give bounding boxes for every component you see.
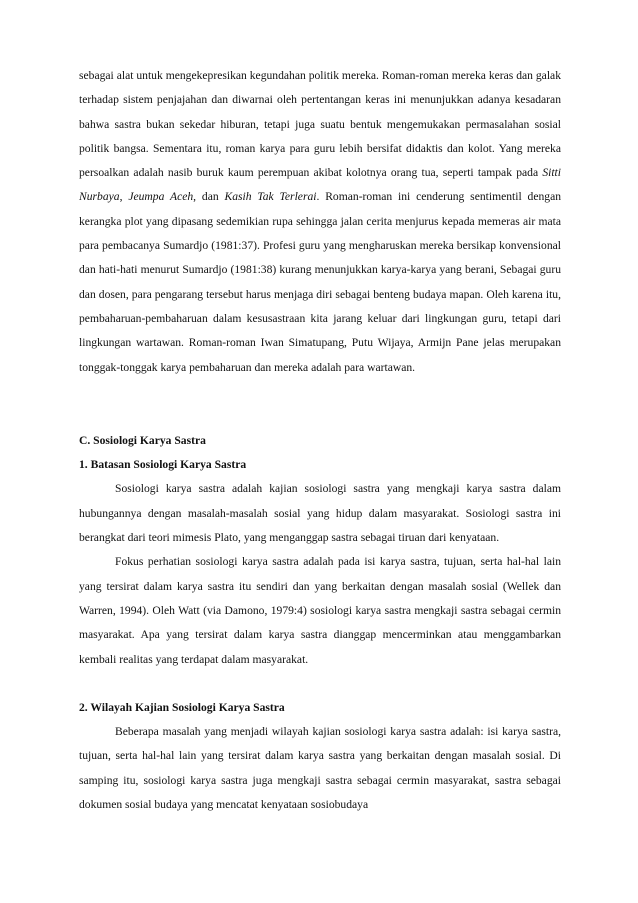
paragraph-text: ,: [119, 190, 129, 204]
subsection-spacer: [79, 672, 561, 696]
section-spacer: [79, 380, 561, 429]
page-body: [79, 64, 561, 817]
paragraph-definition: Sosiologi karya sastra adalah kajian sosiologi sastra yang mengkaji karya sastra dalam hubungannya dengan masalah-masalah sosial yang hidup dalam masyarakat. Sosiologi sastra ini berangkat dari teori mimesis Plato, yang menganggap sastra sebagai tiruan dari kenyataan.: [79, 482, 561, 545]
book-title-kasih-tak-terlerai: Kasih Tak Terlerai: [224, 190, 317, 204]
paragraph-text: . Roman-roman ini cenderung sentimentil dengan kerangka plot yang dipasang sedemikian rupa sehingga jalan cerita menjurus kepada memeras air mata para pembacanya Sumardjo (1981:37). Profesi guru yang mengharuskan mereka bersikap konvensional dan hati-hati menurut Sumardjo (1981:38) kurang menunjukkan karya-karya yang berani, Sebagai guru dan dosen, para pengarang tersebut harus menjaga diri sebagai benteng budaya mapan. Oleh karena itu, pembaharuan-pembaharuan dalam kesusastraan kita jarang keluar dari lingkungan guru, tetapi dari lingkungan wartawan. Roman-roman Iwan Simatupang, Putu Wijaya, Armijn Pane jelas merupakan tonggak-tonggak karya pembaharuan dan mereka adalah para wartawan.: [79, 190, 562, 374]
paragraph-focus: Fokus perhatian sosiologi karya sastra adalah pada isi karya sastra, tujuan, serta hal-hal lain yang tersirat dalam karya sastra itu sendiri dan yang berkaitan dengan masalah sosial (Wellek dan Warren, 1994). Oleh Watt (via Damono, 1979:4) sosiologi karya sastra mengkaji sastra sebagai cermin masyarakat. Apa yang tersirat dalam karya sastra dianggap mencerminkan atau menggambarkan kembali realitas yang terdapat dalam masyarakat.: [79, 555, 561, 666]
paragraph-text: , dan: [193, 190, 225, 204]
subsection-number: 2: [79, 700, 85, 714]
subsection-heading-2: [79, 696, 561, 720]
book-title-jeumpa-aceh: Jeumpa Aceh: [128, 190, 194, 204]
subsection-title: . Wilayah Kajian Sosiologi Karya Sastra: [84, 700, 285, 714]
subsection-heading-1: 1. Batasan Sosiologi Karya Sastra: [79, 458, 247, 472]
paragraph-roman-history: [79, 64, 561, 380]
paragraph-text: sebagai alat untuk mengekepresikan kegundahan politik mereka. Roman-roman mereka keras dan galak terhadap sistem penjajahan dan diwarnai oleh pertentangan keras ini menunjukkan adanya kesadaran bahwa sastra bukan sekedar hiburan, tetapi juga suatu bentuk mengemukakan permasalahan sosial politik bangsa. Sementara itu, roman karya para guru lebih bersifat didaktis dan kolot. Yang mereka persoalkan adalah nasib buruk kaum perempuan akibat kolotnya orang tua, seperti tampak pada: [79, 69, 561, 180]
paragraph-scope: Beberapa masalah yang menjadi wilayah kajian sosiologi karya sastra adalah: isi karya sastra, tujuan, serta hal-hal lain yang tersirat dalam karya sastra yang berkaitan dengan masalah sosial. Di samping itu, sosiologi karya sastra juga mengkaji sastra sebagai cermin masyarakat, sastra sebagai dokumen sosial budaya yang mencatat kenyataan sosiobudaya: [79, 725, 561, 812]
book-title-sitti-nurbaya: Sitti Nurbaya: [79, 166, 561, 204]
section-heading-c: C. Sosiologi Karya Sastra: [79, 433, 206, 447]
